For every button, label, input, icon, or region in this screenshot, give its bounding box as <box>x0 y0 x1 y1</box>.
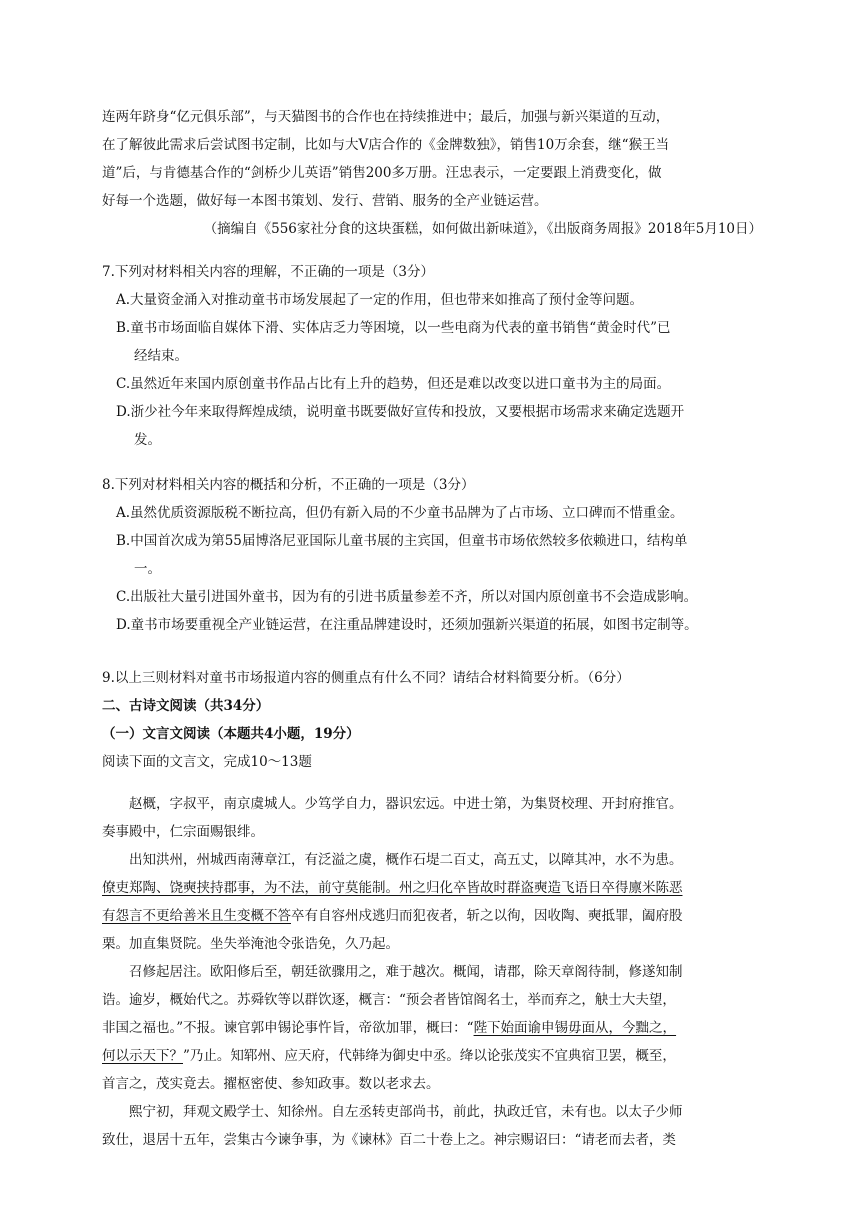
passage-line: 诰。逾岁，概始代之。苏舜钦等以群饮逐，概言：“预会者皆馆阁名士，举而弃之，觖士大夫望， <box>102 992 676 1008</box>
passage-text: 非国之福也。”不报。谏官郭申锡论事忤旨，帝欲加罪，概曰：“ <box>102 1020 474 1036</box>
question-9-and-section-2 <box>102 664 762 776</box>
underlined-sentence: 僚吏郑陶、饶奭挟持郡事，为不法，前守莫能制 <box>102 880 386 896</box>
passage-line: 熙宁初，拜观文殿学士、知徐州。自左丞转吏部尚书，前此，执政迁官，未有也。以太子少师 <box>129 1104 683 1120</box>
option-d: D.浙少社今年来取得辉煌成绩，说明童书既要做好宣传和投放，又要根据市场需求来确定选题开 <box>116 404 685 420</box>
intro-paragraph <box>102 103 762 243</box>
question-7 <box>102 258 762 454</box>
passage-line <box>102 1014 762 1042</box>
text-line: 好每一个选题，做好每一本图书策划、发行、营销、服务的全产业链运营。 <box>102 193 548 209</box>
passage-line: 首言之，茂实竟去。擢枢密使、参知政事。数以老求去。 <box>102 1076 440 1092</box>
passage-line: 召修起居注。欧阳修后至，朝廷欲骤用之，难于越次。概闻，请郡，除天章阁待制，修遂知制 <box>129 964 683 980</box>
option-c: C.出版社大量引进国外童书，因为有的引进书质量参差不齐，所以对国内原创童书不会造成影响。 <box>116 589 698 605</box>
passage-text: ”乃止。知郓州、应天府，代韩绛为御史中丞。绛以论张茂实不宜典宿卫罢，概至， <box>183 1048 676 1064</box>
passage-line <box>102 902 762 930</box>
option-a: A.大量资金涌入对推动童书市场发展起了一定的作用，但也带来如推高了预付金等问题。 <box>116 292 644 308</box>
subsection-heading: （一）文言文阅读（本题共4小题，19分） <box>102 726 360 742</box>
passage-line: 奏事殿中，仁宗面赐银绯。 <box>102 824 264 840</box>
source-citation: （摘编自《556家社分食的这块蛋糕，如何做出新味道》，《出版商务周报》2018年5月10日） <box>203 221 762 237</box>
option-b: B.童书市场面临自媒体下滑、实体店乏力等困境，以一些电商为代表的童书销售“黄金时代”已 <box>116 320 671 336</box>
underlined-sentence-translation: 。州之归化卒皆故时群盗奭造飞语日卒得廪米陈恶 <box>385 880 683 896</box>
option-b: B.中国首次成为第55届博洛尼亚国际儿童书展的主宾国，但童书市场依然较多依赖进口，结构单 <box>116 533 688 549</box>
passage-line: 栗。加直集贤院。坐失举淹池令张诰免，久乃起。 <box>102 936 399 952</box>
option-b-continued: 一。 <box>134 561 161 577</box>
classical-passage <box>102 790 762 1154</box>
underlined-sentence: 何以示天下？ <box>102 1048 183 1064</box>
question-9-stem: 9.以上三则材料对童书市场报道内容的侧重点有什么不同？请结合材料简要分析。（6分） <box>102 670 630 686</box>
underlined-sentence: 有怨言不更给善米且生变概不答 <box>102 908 291 924</box>
text-line: 连两年跻身“亿元俱乐部”，与天猫图书的合作也在持续推进中；最后，加强与新兴渠道的互动， <box>102 109 670 125</box>
option-c: C.虽然近年来国内原创童书作品占比有上升的趋势，但还是难以改变以进口童书为主的局面。 <box>116 376 671 392</box>
question-8 <box>102 471 762 639</box>
passage-line: 致仕，退居十五年，尝集古今谏争事，为《谏林》百二十卷上之。神宗赐诏曰：“请老而去者，类 <box>102 1132 676 1148</box>
passage-line: 赵概，字叔平，南京虞城人。少笃学自力，器识宏远。中进士第，为集贤校理、开封府推官。 <box>129 796 683 812</box>
text-line: 道”后，与肯德基合作的“剑桥少儿英语”销售200多万册。汪忠表示，一定要跟上消费变化，做 <box>102 165 662 181</box>
option-a: A.虽然优质资源版税不断拉高，但仍有新入局的不少童书品牌为了占市场、立口碑而不惜重金。 <box>116 505 684 521</box>
question-stem: 8.下列对材料相关内容的概括和分析，不正确的一项是（3分） <box>102 477 475 493</box>
text-line: 在了解彼此需求后尝试图书定制，比如与大V店合作的《金牌数独》，销售10万余套，继“猴王当 <box>102 137 670 153</box>
option-b-continued: 经结束。 <box>134 348 188 364</box>
option-d: D.童书市场要重视全产业链运营，在注重品牌建设时，还须加强新兴渠道的拓展，如图书定制等。 <box>116 617 698 633</box>
passage-line <box>102 1042 762 1070</box>
option-d-continued: 发。 <box>134 432 161 448</box>
passage-line: 出知洪州，州城西南薄章江，有泛溢之虞，概作石堤二百丈，高五丈，以障其冲，水不为患。 <box>129 852 683 868</box>
underlined-sentence: 陛下始面谕申锡毋面从，今黜之， <box>473 1020 677 1036</box>
passage-text: 卒有自容州戍逃归而犯夜者，斩之以徇，因收陶、奭抵罪，阖府股 <box>291 908 683 924</box>
section-heading: 二、古诗文阅读（共34分） <box>102 698 270 714</box>
passage-line <box>102 874 762 902</box>
reading-instruction: 阅读下面的文言文，完成10～13题 <box>102 754 312 770</box>
question-stem: 7.下列对材料相关内容的理解，不正确的一项是（3分） <box>102 264 434 280</box>
